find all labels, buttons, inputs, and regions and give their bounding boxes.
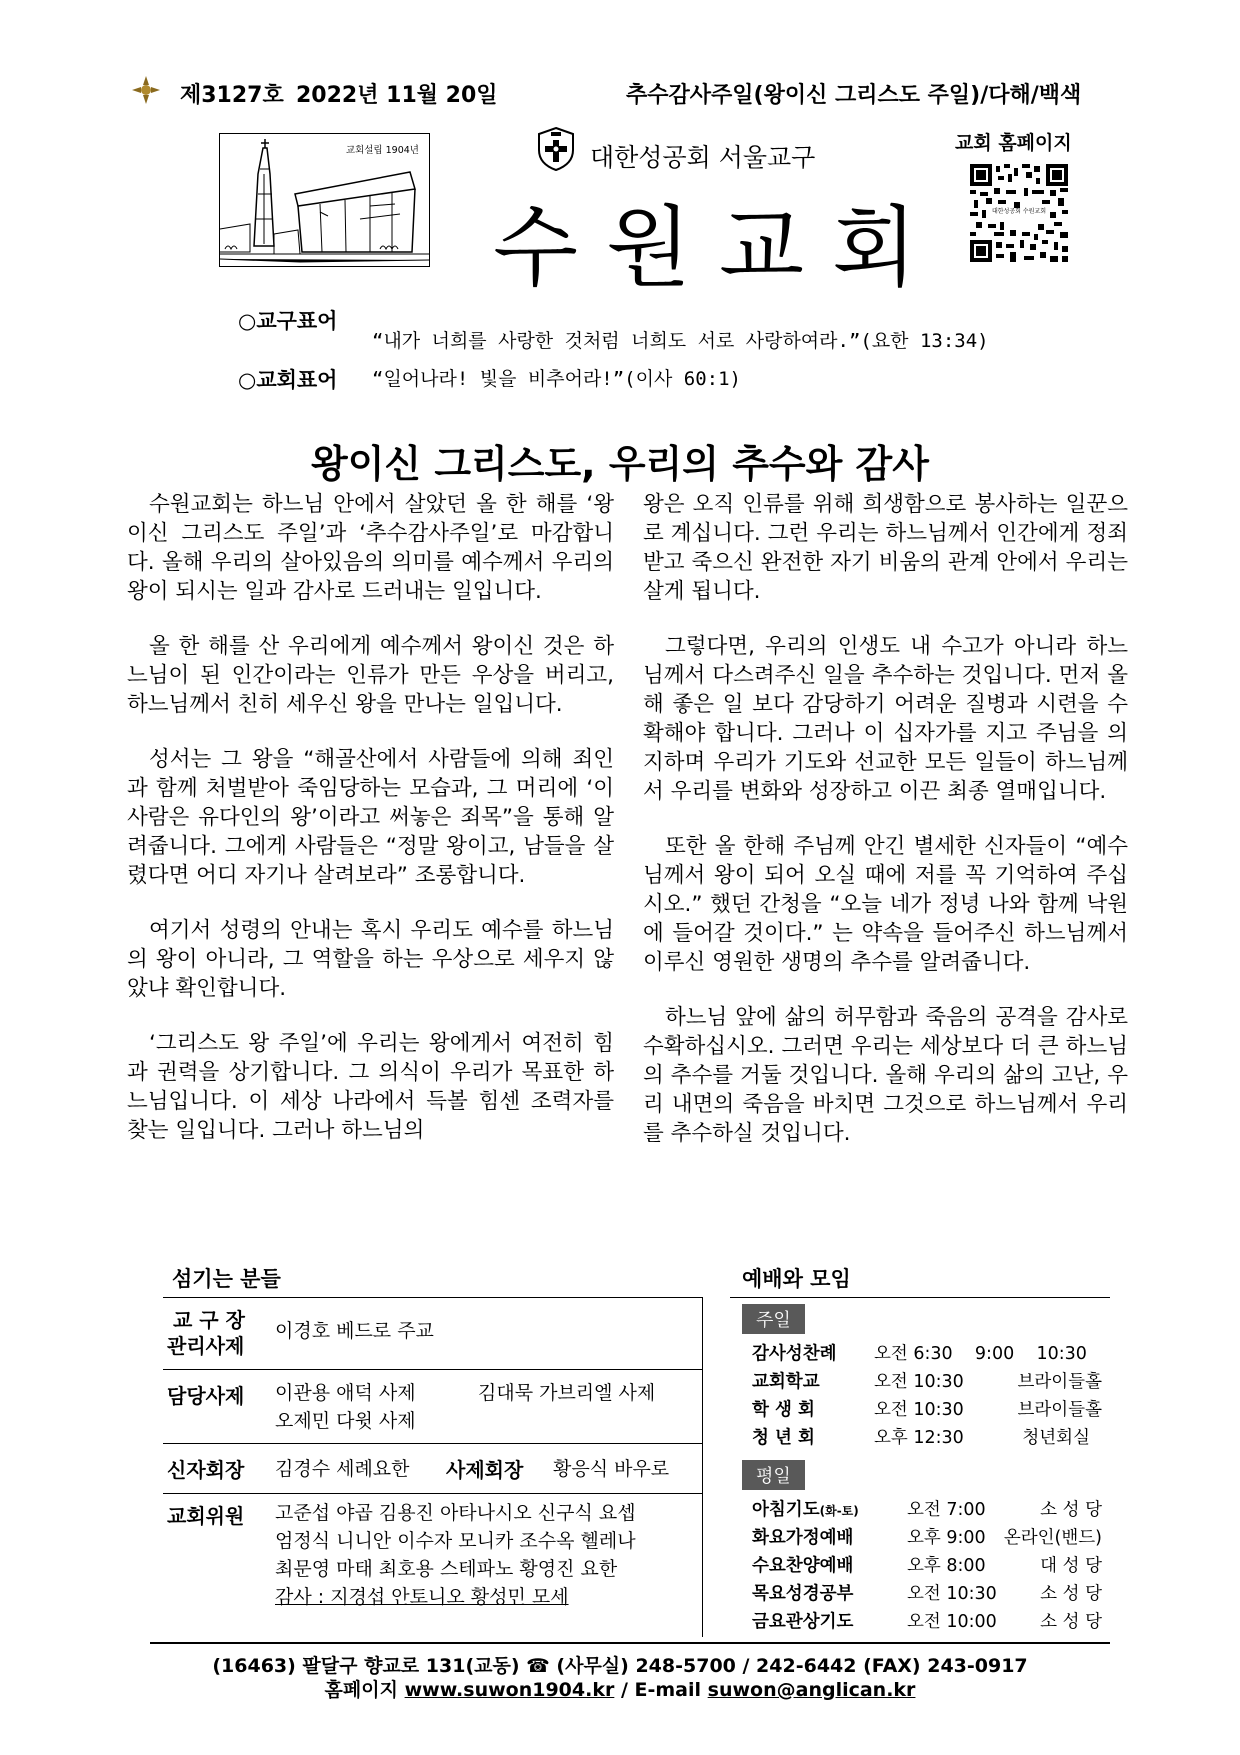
lay-president-name: 김경수 세례요한	[275, 1458, 410, 1480]
clergy-president-label: 사제회장	[446, 1458, 524, 1482]
qr-code[interactable]	[970, 164, 1068, 262]
priest-name: 이관용 애덕 사제	[275, 1382, 416, 1404]
service-place: 소 성 당	[1040, 1584, 1102, 1604]
homepage-label: 교회 홈페이지	[955, 132, 1072, 154]
article-paragraph: 올 한 해를 산 우리에게 예수께서 왕이신 것은 하느님이 된 인간이라는 인류가 만든 우상을 버리고, 하느님께서 친히 세우신 왕을 만나는 일입니다.	[127, 634, 614, 717]
founded-label: 교회설립 1904년	[345, 145, 419, 156]
bishop-row	[163, 1297, 703, 1370]
service-name: 교회학교	[752, 1372, 820, 1392]
homepage-link[interactable]: www.suwon1904.kr	[404, 1679, 615, 1701]
service-name: 감사성찬례	[752, 1344, 837, 1364]
issue-number: 제3127호	[180, 83, 284, 108]
article-paragraph: 또한 올 한해 주님께 안긴 별세한 신자들이 “예수님께서 왕이 되어 오실 때에 저를 꼭 기억하여 주십시오.” 했던 간청을 “오늘 네가 정녕 나와 함께 낙원에 들어갈 것이다.” 는 약속을 들어주신 하느님께서 이루신 영원한 생명의 추수를 알려줍니다.	[643, 834, 1128, 975]
service-name: 수요찬양예배	[752, 1556, 854, 1576]
service-row	[752, 1552, 1102, 1580]
divider	[730, 1297, 1110, 1298]
email-link[interactable]: suwon@anglican.kr	[707, 1679, 916, 1701]
service-row	[752, 1424, 1102, 1452]
email-label: / E-mail	[620, 1679, 702, 1701]
article-paragraph: 왕은 오직 인류를 위해 희생함으로 봉사하는 일꾼으로 계십니다. 그런 우리는 하느님께서 인간에게 정죄 받고 죽으신 완전한 자기 비움의 관계 안에서 우리는 살게 됩니다.	[643, 492, 1128, 604]
article-paragraph: 하느님 앞에 삶의 허무함과 죽음의 공격을 감사로 수확하십시오. 그러면 우리는 세상보다 더 큰 하느님의 추수를 거둘 것입니다. 올해 우리의 삶의 고난, 우리 내면의 죽음을 바치면 그것으로 하느님께서 우리를 추수하실 것입니다.	[643, 1005, 1128, 1146]
article-paragraph: 그렇다면, 우리의 인생도 내 수고가 아니라 하느님께서 다스려주신 일을 추수하는 것입니다. 먼저 올 해 좋은 일 보다 감당하기 어려운 질병과 시련을 수확해야 합니다. 그러나 이 십자가를 지고 주님을 의지하며 우리가 기도와 선교한 모든 일들이 하느님께서 우리를 변화와 성장하고 이끈 최종 열매입니다.	[643, 634, 1128, 804]
homepage-label: 홈페이지	[324, 1679, 398, 1701]
service-place: 소 성 당	[1040, 1612, 1102, 1632]
service-place: 브라이들홀	[1017, 1372, 1102, 1392]
service-place: 소 성 당	[1040, 1500, 1102, 1520]
diocese-name: 대한성공회 서울교구	[590, 143, 816, 172]
service-place: 대 성 당	[1040, 1556, 1102, 1576]
ministers-title: 섬기는 분들	[172, 1267, 281, 1291]
service-name: 학 생 회	[752, 1400, 815, 1420]
priest-name: 김대묵 가브리엘 사제	[478, 1382, 656, 1404]
service-row	[752, 1524, 1102, 1552]
administrator-label: 관리사제	[167, 1334, 245, 1358]
footer-contact	[0, 1675, 1240, 1702]
service-time: 오후 9:00	[907, 1528, 986, 1548]
church-name: 수원교회	[493, 196, 946, 299]
committee-line: 최문영 마태 최호용 스테파노 황영진 요한	[275, 1558, 618, 1580]
church-motto-text: “일어나라! 빛을 비추어라!”(이사 60:1)	[372, 368, 741, 390]
issue-date: 2022년 11월 20일	[296, 83, 498, 108]
bishop-label: 교 구 장	[173, 1308, 245, 1332]
committee-label: 교회위원	[167, 1504, 245, 1528]
clergy-president-name: 황응식 바우로	[553, 1458, 670, 1480]
diocese-motto-text: “내가 너희를 사랑한 것처럼 너희도 서로 사랑하여라.”(요한 13:34)	[372, 330, 989, 352]
service-time: 오후 12:30	[874, 1428, 964, 1448]
service-row	[752, 1368, 1102, 1396]
article-title: 왕이신 그리스도, 우리의 추수와 감사	[311, 442, 929, 486]
service-time: 오전 10:30	[874, 1400, 964, 1420]
diocese-emblem-icon	[533, 126, 579, 176]
service-time: 오전 10:30	[874, 1372, 964, 1392]
article-paragraph: 여기서 성령의 안내는 혹시 우리도 예수를 하느님의 왕이 아니라, 그 역할을 하는 우상으로 세우지 않았냐 확인합니다.	[127, 918, 614, 1001]
article-left-column	[127, 490, 614, 1171]
service-time: 오후 8:00	[907, 1556, 986, 1576]
lay-president-label: 신자회장	[167, 1458, 245, 1482]
service-time: 오전 10:00	[907, 1612, 997, 1632]
presidents-row	[163, 1443, 703, 1494]
diocese-motto-label: ○교구표어	[238, 309, 338, 333]
auditor-line: 감사 : 지경섭 안토니오 황성민 모세	[275, 1586, 569, 1608]
sunday-badge: 주일	[742, 1304, 805, 1334]
service-name: 아침기도(화-토)	[752, 1500, 859, 1520]
service-time: 오전 7:00	[907, 1500, 986, 1520]
service-days: (화-토)	[819, 1504, 859, 1518]
article-right-column	[643, 490, 1128, 1174]
service-row	[752, 1340, 1102, 1368]
service-row	[752, 1496, 1102, 1524]
church-drawing	[219, 133, 430, 267]
bishop-name: 이경호 베드로 주교	[275, 1320, 434, 1342]
priests-row	[163, 1369, 703, 1444]
committee-line: 엄정식 니니안 이수자 모니카 조수옥 헬레나	[275, 1530, 636, 1552]
service-name: 금요관상기도	[752, 1612, 854, 1632]
service-row	[752, 1396, 1102, 1424]
footer-divider	[150, 1642, 1110, 1644]
priest-name: 오제민 다윗 사제	[275, 1410, 416, 1432]
service-row	[752, 1608, 1102, 1636]
services-title: 예배와 모임	[742, 1267, 851, 1291]
service-place: 청년회실	[1022, 1428, 1090, 1448]
service-name: 청 년 회	[752, 1428, 815, 1448]
article-paragraph: 수원교회는 하느님 안에서 살았던 올 한 해를 ‘왕이신 그리스도 주일’과 ‘추수감사주일’로 마감합니다. 올해 우리의 살아있음의 의미를 예수께서 우리의 왕이 되시는 일과 감사로 드러내는 일입니다.	[127, 492, 614, 604]
committee-row	[163, 1493, 703, 1637]
service-row	[752, 1580, 1102, 1608]
service-time: 오전 10:30	[907, 1584, 997, 1604]
church-motto-label: ○교회표어	[238, 368, 338, 392]
footer-address: (16463) 팔달구 향교로 131(교동) ☎ (사무실) 248-5700 / 242-6442 (FAX) 243-0917	[212, 1655, 1028, 1677]
service-place: 온라인(밴드)	[1003, 1528, 1102, 1548]
service-time: 오전 6:30 9:00 10:30	[874, 1344, 1087, 1364]
liturgical-day: 추수감사주일(왕이신 그리스도 주일)/다해/백색	[626, 83, 1082, 108]
committee-line: 고준섭 야곱 김용진 아타나시오 신구식 요셉	[275, 1502, 636, 1524]
service-name: 화요가정예배	[752, 1528, 854, 1548]
article-paragraph: 성서는 그 왕을 “해골산에서 사람들에 의해 죄인과 함께 처벌받아 죽임당하는 모습과, 그 머리에 ‘이 사람은 유다인의 왕’이라고 써놓은 죄목”을 통해 알려줍니다. 그에게 사람들은 “정말 왕이고, 남들을 살렸다면 어디 자기나 살려보라” 조롱합니다.	[127, 747, 614, 888]
cross-icon	[132, 76, 160, 108]
weekday-badge: 평일	[742, 1460, 805, 1490]
priests-label: 담당사제	[167, 1384, 245, 1408]
service-name: 목요성경공부	[752, 1584, 854, 1604]
service-place: 브라이들홀	[1017, 1400, 1102, 1420]
article-paragraph: ‘그리스도 왕 주일’에 우리는 왕에게서 여전히 힘과 권력을 상기합니다. 그 의식이 우리가 목표한 하느님입니다. 이 세상 나라에서 득볼 힘센 조력자를 찾는 일입니다. 그러나 하느님의	[127, 1031, 614, 1143]
qr-caption: 대한성공회 수원교회	[991, 208, 1047, 215]
